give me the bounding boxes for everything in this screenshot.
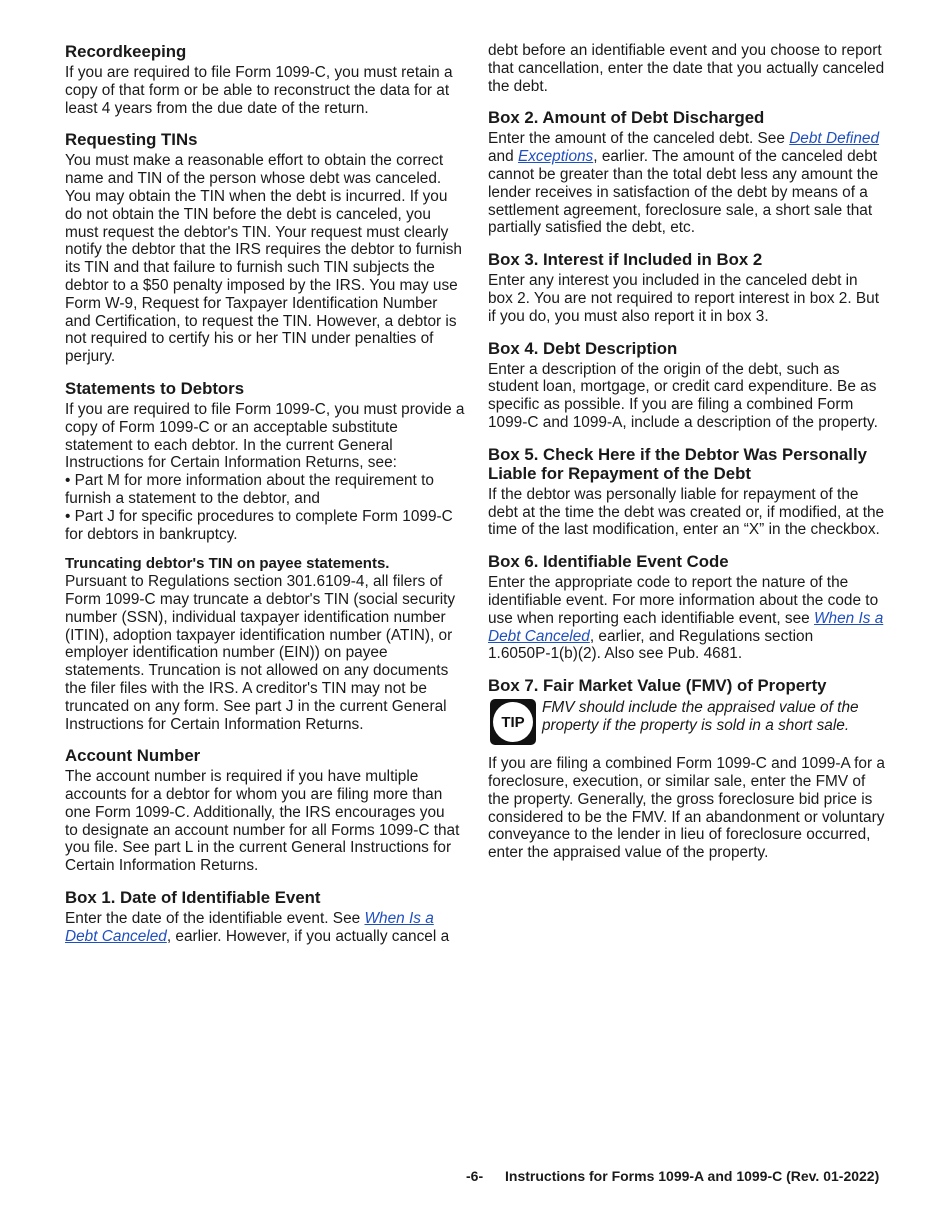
paragraph [488, 574, 888, 663]
section-heading-requesting-tins: Requesting TINs [65, 130, 198, 150]
text-line: employer identification number (EIN)) on payee [65, 644, 388, 662]
text-line: • Part M for more information about the requirement to [65, 472, 434, 490]
text-line: Form 1099-C may truncate a debtor's TIN (social security [65, 590, 456, 608]
text-line: the filer files with the IRS. A creditor's TIN may not be [65, 679, 427, 697]
text-line: property if the property is sold in a short sale. [542, 716, 850, 734]
text-line: If you are filing a combined Form 1099-C and 1099-A for a [488, 755, 885, 773]
paragraph [488, 361, 888, 432]
text-segment: , earlier. However, if you actually cancel a [166, 927, 450, 945]
paragraph [65, 768, 475, 875]
paragraph [488, 486, 888, 539]
section-heading-box-7-fair-market-value-fmv-of-property: Box 7. Fair Market Value (FMV) of Property [488, 676, 827, 696]
text-line: notify the debtor that the IRS requires the debtor to furnish [65, 241, 462, 259]
text-line: 1.6050P-1(b)(2). Also see Pub. 4681. [488, 645, 743, 663]
text-line: box 2. You are not required to report interest in box 2. But [488, 289, 880, 307]
text-line: you file. See part L in the current General Instructions for [65, 839, 452, 857]
paragraph [488, 130, 888, 237]
text-line: least 4 years from the due date of the return. [65, 99, 369, 117]
text-segment: use when reporting each identifiable event, see [488, 609, 814, 627]
text-line: to designate an account number for all Forms 1099-C that [65, 821, 460, 839]
text-line [488, 130, 888, 148]
text-line: conveyance to the lender in lieu of foreclosure occurred, [488, 826, 871, 844]
text-line: If you are required to file Form 1099-C, you must retain a [65, 64, 453, 81]
link-exceptions[interactable]: Exceptions [517, 148, 594, 166]
link-debt-defined[interactable]: Debt Defined [789, 130, 880, 148]
link-debt-canceled[interactable]: Debt Canceled [65, 927, 167, 945]
text-line: cannot be greater than the total debt less any amount the [488, 165, 879, 183]
text-line: Pursuant to Regulations section 301.6109-4, all filers of [65, 573, 443, 591]
paragraph [65, 152, 475, 366]
text-line: must request the debtor's TIN. Your request must clearly [65, 223, 449, 241]
text-line: You may obtain the TIN when the debt is incurred. If you [65, 187, 448, 205]
page-footer [466, 1168, 879, 1184]
text-line: The account number is required if you have multiple [65, 768, 419, 786]
text-line: statements. Truncation is not allowed on any documents [65, 662, 449, 680]
section-heading-statements-to-debtors: Statements to Debtors [65, 378, 245, 398]
text-line: If the debtor was personally liable for repayment of the [488, 485, 859, 503]
text-line: not required to certify his or her TIN under penalties of [65, 330, 434, 348]
text-line [488, 628, 888, 646]
section-heading-box-1-date-of-identifiable-event: Box 1. Date of Identifiable Event [65, 888, 321, 908]
text-segment: Enter the amount of the canceled debt. See [488, 130, 790, 148]
left-column [65, 42, 475, 946]
text-line: one Form 1099-C. Additionally, the IRS encourages you [65, 803, 445, 821]
paragraph [488, 755, 888, 862]
tip-text [542, 699, 859, 735]
text-line: statement to each debtor. In the current General [65, 436, 393, 454]
text-line: its TIN and that failure to furnish such TIN subjects the [65, 259, 435, 277]
paragraph [488, 42, 888, 95]
text-line: if you do, you must also report it in box 3. [488, 307, 769, 325]
text-line: that cancellation, enter the date that you actually canceled [488, 59, 885, 77]
text-line: specific as possible. If you are filing a combined Form [488, 396, 854, 414]
text-line: (ITIN), adoption taxpayer identification number (ATIN), or [65, 626, 453, 644]
page-number: -6- [466, 1168, 484, 1184]
text-segment: Enter the date of the identifiable event. See [65, 910, 365, 928]
text-line [488, 148, 888, 166]
text-line [488, 610, 888, 628]
text-line: You must make a reasonable effort to obtain the correct [65, 152, 444, 170]
text-segment: , earlier. The amount of the canceled debt [593, 148, 878, 166]
text-line: do not obtain the TIN before the debt is canceled, you [65, 205, 431, 223]
text-line: debtor to a $50 penalty imposed by the IRS. You may use [65, 276, 458, 294]
link-when-is-a[interactable]: When Is a [364, 910, 434, 928]
text-line: settlement agreement, foreclosure sale, a short sale that [488, 201, 873, 219]
text-line [65, 928, 475, 946]
paragraph [65, 401, 475, 543]
text-line: accounts for a debtor for whom you are filing more than [65, 786, 443, 804]
text-line: identifiable event. For more information about the code to [488, 591, 879, 609]
section-heading-box-3-interest-if-included-in-box-2: Box 3. Interest if Included in Box 2 [488, 250, 763, 270]
tip-icon [490, 699, 536, 745]
paragraph [65, 910, 475, 946]
text-line: Instructions for Certain Information Returns, see: [65, 454, 397, 472]
text-line: Certain Information Returns. [65, 857, 259, 875]
section-heading-box-2-amount-of-debt-discharged: Box 2. Amount of Debt Discharged [488, 108, 765, 128]
section-heading-recordkeeping: Recordkeeping [65, 42, 187, 61]
text-line: considered to be the FMV. If an abandonment or voluntary [488, 808, 885, 826]
link-debt-canceled[interactable]: Debt Canceled [488, 627, 590, 645]
text-line: name and TIN of the person whose debt was canceled. [65, 170, 442, 188]
text-line: Form W-9, Request for Taxpayer Identification Number [65, 294, 438, 312]
text-line: lender receives in satisfaction of the debt by means of a [488, 183, 868, 201]
text-line: Enter any interest you included in the canceled debt in [488, 272, 858, 290]
text-line: copy of that form or be able to reconstruct the data for at [65, 81, 450, 99]
section-heading-box-6-identifiable-event-code: Box 6. Identifiable Event Code [488, 552, 729, 572]
text-line: number (SSN), individual taxpayer identification number [65, 608, 446, 626]
text-line: Instructions for Certain Information Returns. [65, 715, 364, 733]
text-line: debt at the time the debt was created or, if modified, at the [488, 503, 885, 521]
text-line: perjury. [65, 348, 116, 366]
text-line: Enter a description of the origin of the debt, such as [488, 360, 840, 378]
section-heading-box-5-check-here-if-the-debtor-was-perso: Box 5. Check Here if the Debtor Was Personally Liable for Repayment of the Debt [488, 444, 867, 483]
section-heading-box-4-debt-description: Box 4. Debt Description [488, 338, 678, 358]
text-line: for debtors in bankruptcy. [65, 525, 238, 543]
text-line: time of the last modification, enter an “X” in the checkbox. [488, 521, 880, 539]
text-line [65, 910, 475, 928]
text-line: and Certification, to request the TIN. However, a debtor is [65, 312, 457, 330]
text-line: If you are required to file Form 1099-C, you must provide a [65, 400, 465, 418]
text-segment: and [488, 148, 518, 166]
tip-callout [488, 699, 888, 745]
text-line: the property. Generally, the gross foreclosure bid price is [488, 790, 873, 808]
text-line: • Part J for specific procedures to complete Form 1099-C [65, 507, 453, 525]
text-line: partially satisfied the debt, etc. [488, 219, 696, 237]
text-segment: , earlier, and Regulations section [589, 627, 814, 645]
tip-label: TIP [493, 702, 533, 742]
section-heading-account-number: Account Number [65, 746, 201, 766]
text-line: FMV should include the appraised value of the [542, 699, 859, 717]
text-line: the debt. [488, 77, 548, 95]
paragraph [65, 64, 475, 117]
text-line: 1099-C and 1099-A, include a description of the property. [488, 413, 878, 431]
text-line: enter the appraised value of the property. [488, 844, 769, 862]
right-column [488, 42, 888, 862]
link-when-is-a[interactable]: When Is a [813, 609, 884, 627]
text-line: truncated on any form. See part J in the current General [65, 697, 447, 715]
paragraph [488, 272, 888, 325]
subheading-truncating-debtor-s-tin-on-payee-stateme: Truncating debtor's TIN on payee statements. [65, 555, 390, 573]
text-line: debt before an identifiable event and you choose to report [488, 42, 882, 59]
text-line: Enter the appropriate code to report the nature of the [488, 574, 849, 592]
text-line: foreclosure, execution, or similar sale, enter the FMV of [488, 772, 866, 790]
text-line: copy of Form 1099-C or an acceptable substitute [65, 418, 398, 436]
text-line: furnish a statement to the debtor, and [65, 489, 320, 507]
paragraph [65, 573, 475, 733]
footer-title: Instructions for Forms 1099-A and 1099-C (Rev. 01-2022) [505, 1168, 880, 1184]
text-line: student loan, mortgage, or credit card expenditure. Be as [488, 378, 877, 396]
